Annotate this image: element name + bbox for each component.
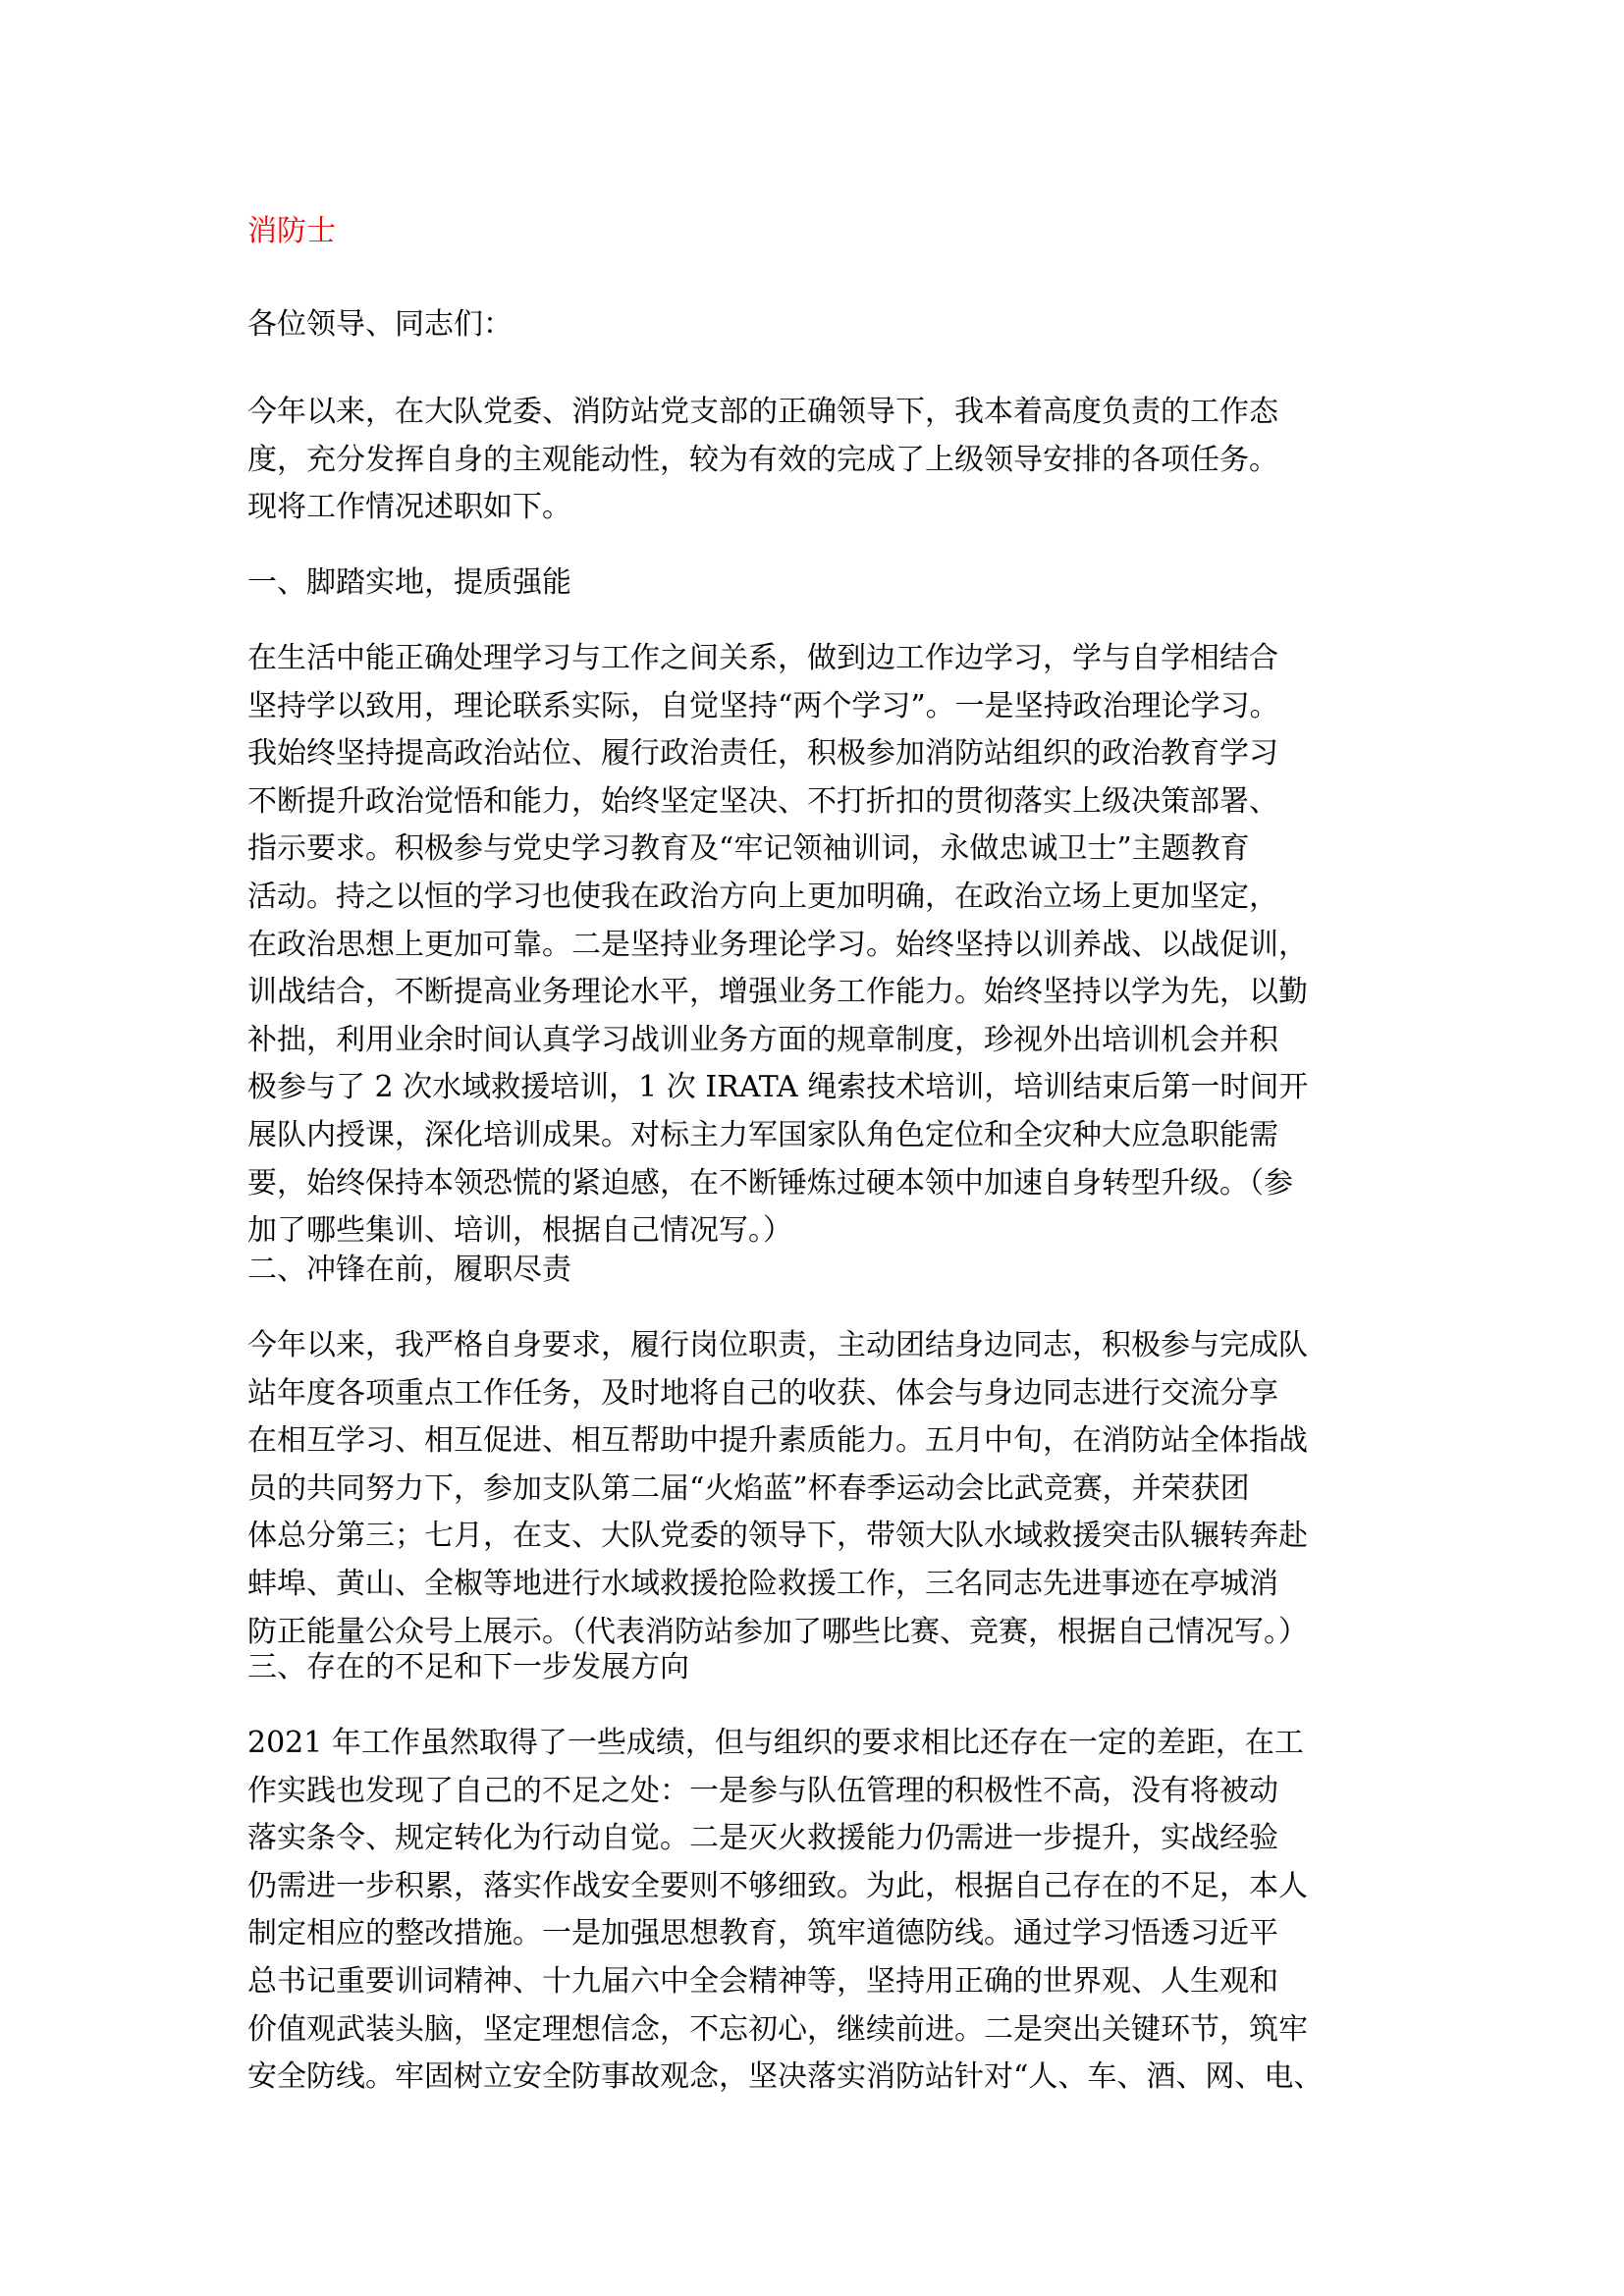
paragraph-line: 体总分第三；七月，在支、大队党委的领导下，带领大队水域救援突击队辗转奔赴	[247, 1519, 1308, 1554]
greeting-line: 各位领导、同志们：	[247, 307, 513, 342]
paragraph-line: 现将工作情况述职如下。	[247, 490, 571, 525]
intro-paragraph	[247, 389, 1386, 532]
paragraph-line: 安全防线。牢固树立安全防事故观念，坚决落实消防站针对“人、车、酒、网、电、	[247, 2059, 1324, 2095]
paragraph-line: 制定相应的整改措施。一是加强思想教育，筑牢道德防线。通过学习悟透习近平	[247, 1916, 1278, 1951]
section1-heading	[247, 560, 1386, 608]
section1-paragraph	[247, 635, 1386, 1255]
paragraph-line: 今年以来，在大队党委、消防站党支部的正确领导下，我本着高度负责的工作态	[247, 395, 1278, 429]
paragraph-line: 作实践也发现了自己的不足之处：一是参与队伍管理的积极性不高，没有将被动	[247, 1773, 1278, 1808]
paragraph-line: 蚌埠、黄山、全椒等地进行水域救援抢险救援工作，三名同志先进事迹在亭城消	[247, 1566, 1278, 1601]
section-heading: 一、脚踏实地，提质强能	[247, 565, 571, 600]
paragraph-line: 不断提升政治觉悟和能力，始终坚定坚决、不打折扣的贯彻落实上级决策部署、	[247, 783, 1278, 819]
greeting	[247, 301, 1386, 349]
paragraph-line: 今年以来，我严格自身要求，履行岗位职责，主动团结身边同志，积极参与完成队	[247, 1328, 1308, 1362]
paragraph-line: 极参与了 2 次水域救援培训，1 次 IRATA 绳索技术培训，培训结束后第一时间开	[247, 1070, 1309, 1105]
paragraph-line: 在相互学习、相互促进、相互帮助中提升素质能力。五月中旬，在消防站全体指战	[247, 1423, 1308, 1459]
paragraph-line: 站年度各项重点工作任务，及时地将自己的收获、体会与身边同志进行交流分享	[247, 1375, 1278, 1411]
section2-paragraph	[247, 1322, 1386, 1656]
document-title: 消防士	[247, 214, 336, 248]
paragraph-line: 价值观武装头脑，坚定理想信念，不忘初心，继续前进。二是突出关键环节，筑牢	[247, 2011, 1308, 2047]
paragraph-line: 要，始终保持本领恐慌的紧迫感，在不断锤炼过硬本领中加速自身转型升级。（参	[247, 1165, 1293, 1201]
section3-paragraph	[247, 1720, 1386, 2102]
paragraph-line: 补拙，利用业余时间认真学习战训业务方面的规章制度，珍视外出培训机会并积	[247, 1022, 1278, 1057]
paragraph-line: 坚持学以致用，理论联系实际，自觉坚持“两个学习”。一是坚持政治理论学习。	[247, 688, 1279, 723]
section3-heading	[247, 1644, 1386, 1692]
paragraph-line: 在政治思想上更加可靠。二是坚持业务理论学习。始终坚持以训养战、以战促训，	[247, 927, 1308, 962]
paragraph-line: 加了哪些集训、培训，根据自己情况写。）	[247, 1213, 792, 1249]
paragraph-line: 活动。持之以恒的学习也使我在政治方向上更加明确，在政治立场上更加坚定，	[247, 879, 1278, 914]
paragraph-line: 展队内授课，深化培训成果。对标主力军国家队角色定位和全灾种大应急职能需	[247, 1117, 1278, 1152]
paragraph-line: 防正能量公众号上展示。（代表消防站参加了哪些比赛、竞赛，根据自己情况写。）	[247, 1614, 1308, 1649]
paragraph-line: 总书记重要训词精神、十九届六中全会精神等，坚持用正确的世界观、人生观和	[247, 1963, 1278, 1999]
section-heading: 三、存在的不足和下一步发展方向	[247, 1650, 689, 1684]
paragraph-line: 指示要求。积极参与党史学习教育及“牢记领袖训词，永做忠诚卫士”主题教育	[247, 831, 1250, 867]
paragraph-line: 2021 年工作虽然取得了一些成绩，但与组织的要求相比还存在一定的差距，在工	[247, 1726, 1304, 1760]
section2-heading	[247, 1247, 1386, 1295]
paragraph-line: 在生活中能正确处理学习与工作之间关系，做到边工作边学习，学与自学相结合	[247, 641, 1278, 675]
paragraph-line: 训战结合，不断提高业务理论水平，增强业务工作能力。始终坚持以学为先，以勤	[247, 975, 1308, 1010]
paragraph-line: 落实条令、规定转化为行动自觉。二是灭火救援能力仍需进一步提升，实战经验	[247, 1821, 1278, 1856]
paragraph-line: 度，充分发挥自身的主观能动性，较为有效的完成了上级领导安排的各项任务。	[247, 442, 1278, 477]
paragraph-line: 仍需进一步积累，落实作战安全要则不够细致。为此，根据自己存在的不足，本人	[247, 1868, 1308, 1903]
section-heading: 二、冲锋在前，履职尽责	[247, 1253, 571, 1287]
paragraph-line: 我始终坚持提高政治站位、履行政治责任，积极参加消防站组织的政治教育学习	[247, 736, 1278, 772]
paragraph-line: 员的共同努力下，参加支队第二届“火焰蓝”杯春季运动会比武竞赛，并荣获团	[247, 1470, 1250, 1506]
